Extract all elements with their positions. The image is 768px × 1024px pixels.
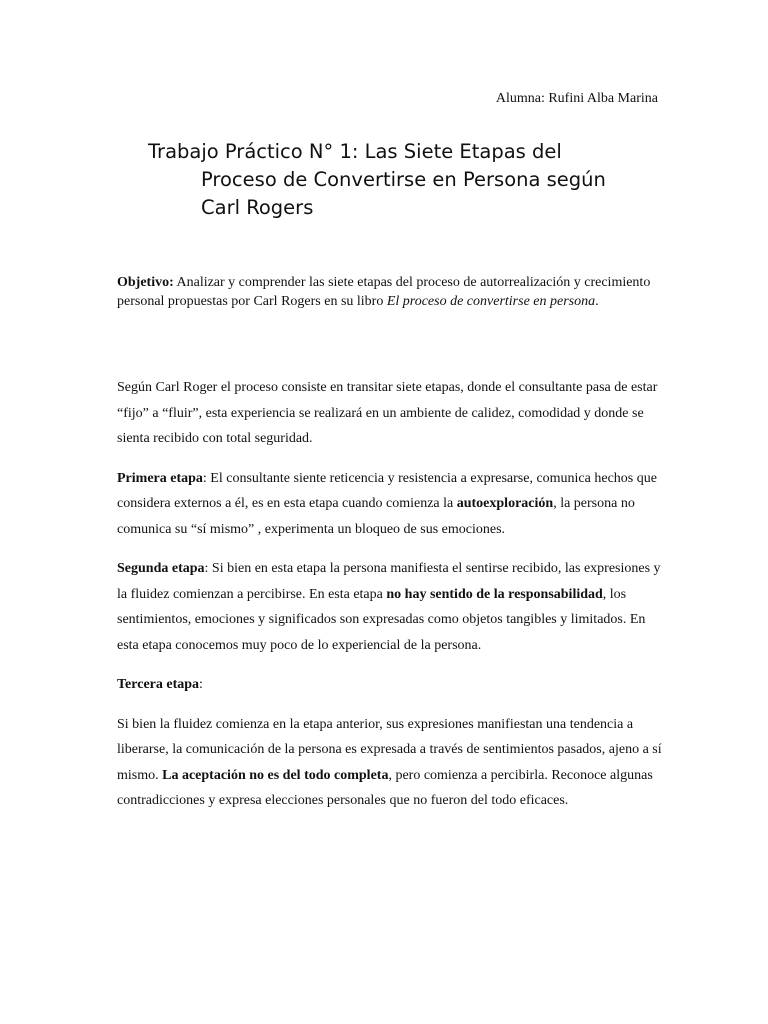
stage-3-colon: :: [199, 677, 203, 692]
objective-text: Analizar y comprender las siete etapas del proceso de autorrealización y crecimiento personal propuestas por Carl Rogers en su libro: [117, 275, 651, 309]
stage-2-paragraph: [117, 556, 662, 658]
objective-paragraph: [117, 273, 662, 311]
book-title: El proceso de convertirse en persona: [386, 294, 596, 309]
intro-paragraph: Según Carl Roger el proceso consiste en transitar siete etapas, donde el consultante pasa de estar “fijo” a “fluir”, esta experiencia se realizará en un ambiente de calidez, comodidad y donde se sienta recibido con total seguridad.: [117, 380, 658, 446]
stage-3-label: Tercera etapa: [117, 677, 200, 692]
stage-3-highlight: La aceptación no es del todo completa: [162, 767, 389, 783]
stage-1-label: Primera etapa: [117, 470, 203, 486]
stage-1-highlight: autoexploración: [456, 496, 554, 511]
stage-1-text-a: : El consultante siente reticencia y resistencia a expresarse, comunica hechos que considera externos a él, es en esta etapa cuando comienza la: [117, 470, 657, 511]
document-title: [148, 138, 668, 222]
stage-3-paragraph: [117, 712, 662, 814]
title-line-2: Proceso de Convertirse en Persona según: [201, 168, 606, 191]
stage-3-text-b: , pero comienza a percibirla. Reconoce algunas contradicciones y expresa elecciones personales que no fueron del todo eficaces.: [117, 767, 653, 808]
stage-3-heading: [117, 672, 662, 698]
stage-1-text-b: , la persona no comunica su “sí mismo” , experimenta un bloqueo de sus emociones.: [117, 496, 635, 537]
stage-2-highlight: no hay sentido de la responsabilidad: [386, 586, 603, 602]
author-line: Alumna: Rufini Alba Marina: [495, 91, 658, 106]
title-line-3: Carl Rogers: [201, 196, 314, 219]
objective-end: .: [595, 294, 599, 309]
objective-label: Objetivo:: [117, 275, 174, 290]
stage-2-text-b: , los sentimientos, emociones y significados son expresadas como objetos tangibles y limitados. En esta etapa conocemos muy poco de lo experiencial de la persona.: [117, 586, 646, 653]
stage-2-label: Segunda etapa: [117, 561, 205, 576]
stage-3-text-a: Si bien la fluidez comienza en la etapa anterior, sus expresiones manifiestan una tendencia a liberarse, la comunicación de la persona es expresada a través de sentimientos pasados, ajeno a sí mismo.: [117, 716, 662, 783]
stage-2-text-a: : Si bien en esta etapa la persona manifiesta el sentirse recibido, las expresiones y la fluidez comienzan a percibirse. En esta etapa: [117, 561, 661, 602]
stage-1-paragraph: [117, 466, 662, 543]
title-line-1: Trabajo Práctico N° 1: Las Siete Etapas del: [148, 140, 562, 163]
body-text: [117, 375, 662, 828]
